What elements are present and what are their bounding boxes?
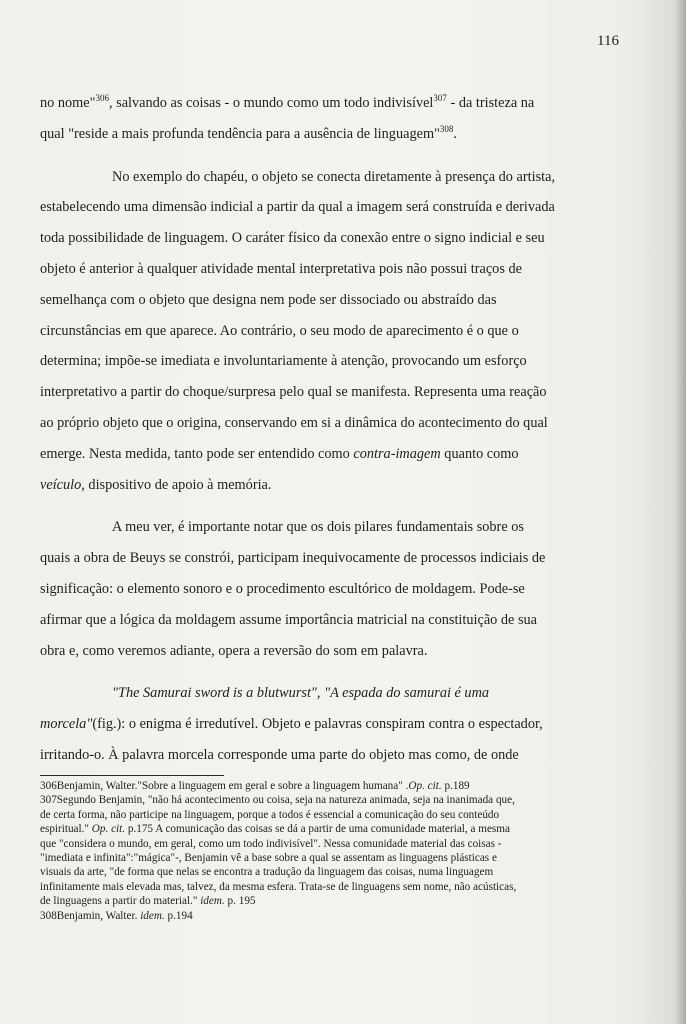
italic-quote: "The Samurai sword is a blutwurst", "A espada do samurai é uma bbox=[112, 685, 490, 702]
page-edge-shadow bbox=[674, 0, 686, 1024]
text-run: quanto como bbox=[440, 445, 519, 462]
text-run: . bbox=[453, 125, 457, 142]
footnote-307-line-8 bbox=[40, 894, 636, 908]
paragraph-2-line-9: ao próprio objeto que o origina, conservando em si a dinâmica do acontecimento do qual bbox=[40, 414, 548, 431]
footnote-text: de linguagens a partir do material." bbox=[40, 895, 201, 908]
footnote-text: Benjamin, Walter."Sobre a linguagem em geral e sobre a linguagem humana" . bbox=[56, 780, 409, 792]
footnote-text: p.175 A comunicação das coisas se dá a partir de uma comunidade material, a mesma bbox=[125, 823, 510, 836]
footnote-number: 308 bbox=[40, 909, 57, 922]
footnote-307-line-1 bbox=[40, 793, 636, 807]
footnote-307-line-5: "imediata e infinita":"mágica"-, Benjamin vê a base sobre a qual se assentam as linguagens plásticas e bbox=[40, 852, 497, 865]
paragraph-2-line-5: semelhança com o objeto que designa nem pode ser dissociado ou abstraído das bbox=[40, 291, 497, 308]
paragraph-3-line-2: quais a obra de Beuys se constrói, participam inequivocamente de processos indiciais de bbox=[40, 550, 546, 567]
paragraph-3-line-5: obra e, como veremos adiante, opera a reversão do som em palavra. bbox=[40, 642, 428, 659]
footnote-text: p.189 bbox=[441, 780, 470, 792]
text-run: (fig.): o enigma é irredutível. Objeto e palavras conspiram contra o espectador, bbox=[92, 716, 543, 733]
paragraph-2-line-1: No exemplo do chapéu, o objeto se conecta diretamente à presença do artista, bbox=[112, 168, 556, 185]
footnote-text: p.194 bbox=[164, 909, 193, 922]
paragraph-2-line-7: determina; impõe-se imediata e involuntariamente à atenção, provocando um esforço bbox=[40, 353, 527, 370]
paragraph-2-line-2: estabelecendo uma dimensão indicial a partir da qual a imagem será construída e derivada bbox=[40, 199, 555, 216]
paragraph-2-line-8: interpretativo a partir do choque/surpresa pelo qual se manifesta. Representa uma reação bbox=[40, 384, 547, 401]
footnote-italic: idem. bbox=[140, 909, 165, 922]
footnote-number: 307 bbox=[40, 794, 57, 807]
paragraph-2-line-3: toda possibilidade de linguagem. O caráter físico da conexão entre o signo indicial e seu bbox=[40, 230, 545, 247]
italic-term: contra-imagem bbox=[353, 445, 441, 462]
italic-term: veículo bbox=[40, 476, 82, 493]
paragraph-3-line-4: afirmar que a lógica da moldagem assume importância matricial na constituição de sua bbox=[40, 611, 538, 628]
paragraph-2-line-6: circunstâncias em que aparece. Ao contrário, o seu modo de aparecimento é o que o bbox=[40, 322, 519, 339]
footnote-307-line-2: de certa forma, não participe na linguagem, porque a todos é essencial a comunicação do seu conteúdo bbox=[40, 808, 500, 821]
text-run: emerge. Nesta medida, tanto pode ser entendido como bbox=[40, 445, 354, 462]
page-number: 116 bbox=[597, 33, 619, 49]
paragraph-2-line-4: objeto é anterior à qualquer atividade mental interpretativa pois não possui traços de bbox=[40, 260, 522, 277]
paragraph-3-line-3: significação: o elemento sonoro e o procedimento escultórico de moldagem. Pode-se bbox=[40, 580, 525, 597]
footnote-separator bbox=[40, 775, 224, 776]
footnote-number: 306 bbox=[40, 780, 57, 792]
footnote-text: Segundo Benjamin, "não há acontecimento ou coisa, seja na natureza animada, seja na inanimada que, bbox=[56, 794, 515, 807]
paragraph-1-line-2 bbox=[40, 119, 636, 150]
paragraph-1-line-1 bbox=[40, 88, 636, 119]
paragraph-2-line-11 bbox=[40, 470, 636, 501]
text-run: , salvando as coisas - o mundo como um todo indivisível bbox=[108, 95, 434, 111]
footnote-307-line-4: que "considera o mundo, em geral, como um todo indivisível". Nessa comunidade material das coisas - bbox=[40, 837, 502, 850]
footnote-text: p. 195 bbox=[224, 895, 256, 908]
footnote-ref-307: 307 bbox=[433, 93, 447, 103]
text-run: - da tristeza na bbox=[446, 95, 535, 111]
footnote-307-line-6: visuais da arte, "de forma que nelas se encontra a tradução da linguagem das coisas, numa linguagem bbox=[40, 866, 494, 879]
paragraph-4-line-1 bbox=[40, 678, 636, 709]
footnote-italic: Op. cit. bbox=[408, 780, 442, 792]
footnote-308 bbox=[40, 909, 636, 923]
footnote-ref-306: 306 bbox=[95, 93, 109, 103]
text-run: no nome" bbox=[40, 95, 96, 111]
paragraph-2-line-10 bbox=[40, 439, 636, 470]
footnote-307-line-7: infinitamente mais elevada mas, talvez, da mesma esfera. Trata-se de linguagens sem nome, não acústicas, bbox=[40, 880, 517, 893]
footnote-307-line-3 bbox=[40, 822, 636, 836]
body-text bbox=[40, 88, 636, 771]
paragraph-4-line-3: irritando-o. À palavra morcela corresponde uma parte do objeto mas como, de onde bbox=[40, 746, 519, 763]
text-run: qual "reside a mais profunda tendência para a ausência de linguagem" bbox=[40, 125, 440, 142]
footnote-text: espiritual." bbox=[40, 823, 92, 836]
text-run: , dispositivo de apoio à memória. bbox=[81, 476, 272, 493]
paragraph-4-line-2 bbox=[40, 709, 636, 740]
footnotes bbox=[40, 779, 636, 923]
footnote-307 bbox=[40, 793, 636, 908]
footnote-306 bbox=[40, 779, 636, 793]
paragraph-3-line-1: A meu ver, é importante notar que os dois pilares fundamentais sobre os bbox=[112, 519, 524, 536]
footnote-ref-308: 308 bbox=[439, 123, 454, 134]
footnote-text: Benjamin, Walter. bbox=[56, 909, 141, 922]
footnote-italic: idem. bbox=[200, 895, 225, 908]
footnote-italic: Op. cit. bbox=[91, 823, 126, 836]
italic-quote: morcela" bbox=[40, 716, 93, 733]
